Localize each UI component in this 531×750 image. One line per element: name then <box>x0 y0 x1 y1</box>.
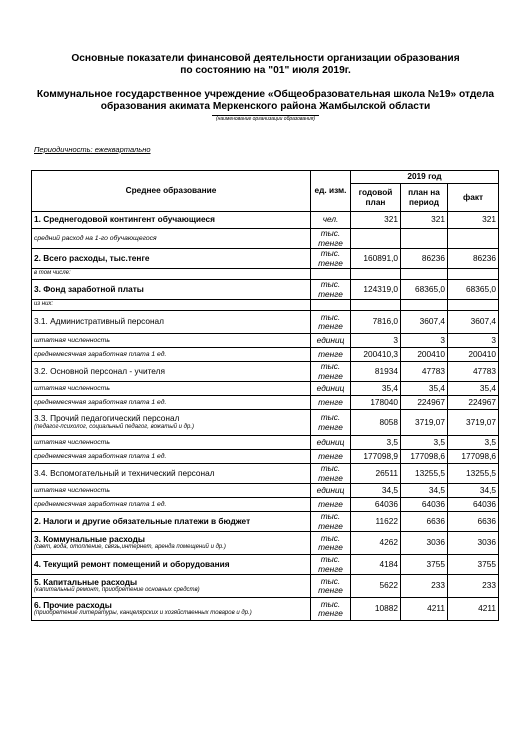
row-label: 3.4. Вспомогательный и технический персонал <box>32 464 311 484</box>
row-period-plan: 177098,6 <box>401 450 448 464</box>
table-row <box>32 436 499 450</box>
row-unit: тыс. тенге <box>311 280 351 300</box>
row-label: 4. Текущий ремонт помещений и оборудования <box>32 555 311 575</box>
row-fact: 35,4 <box>448 382 499 396</box>
row-annual-plan: 81934 <box>351 362 401 382</box>
row-annual-plan <box>351 229 401 249</box>
row-label: штатная численность <box>32 382 311 396</box>
table-row <box>32 512 499 532</box>
row-detail: (свет, вода, отопление, связь,интернет, аренда помещений и др.) <box>34 544 226 551</box>
row-annual-plan: 8058 <box>351 410 401 436</box>
row-label: среднемесячная заработная плата 1 ед. <box>32 498 311 512</box>
report-title-line-1: Основные показатели финансовой деятельности организации образования <box>71 53 460 64</box>
row-unit: тыс. тенге <box>311 362 351 382</box>
row-period-plan: 68365,0 <box>401 280 448 300</box>
row-fact: 3755 <box>448 555 499 575</box>
row-label: штатная численность <box>32 484 311 498</box>
table-row <box>32 532 499 555</box>
row-label <box>32 575 311 598</box>
header-unit: ед. изм. <box>311 171 351 212</box>
row-annual-plan: 4184 <box>351 555 401 575</box>
row-unit: чел. <box>311 212 351 229</box>
row-unit: тыс. тенге <box>311 532 351 555</box>
row-unit: тыс. тенге <box>311 410 351 436</box>
row-label: 3.1. Административный персонал <box>32 311 311 334</box>
row-unit <box>311 269 351 280</box>
row-fact: 47783 <box>448 362 499 382</box>
row-label <box>32 598 311 621</box>
row-annual-plan: 177098,9 <box>351 450 401 464</box>
row-label: среднемесячная заработная плата 1 ед. <box>32 348 311 362</box>
row-fact: 6636 <box>448 512 499 532</box>
table-row <box>32 464 499 484</box>
row-annual-plan: 3,5 <box>351 436 401 450</box>
row-label: 2. Всего расходы, тыс.тенге <box>32 249 311 269</box>
row-fact: 233 <box>448 575 499 598</box>
row-annual-plan: 35,4 <box>351 382 401 396</box>
row-label: штатная численность <box>32 436 311 450</box>
row-fact: 86236 <box>448 249 499 269</box>
row-annual-plan: 7816,0 <box>351 311 401 334</box>
header-education: Среднее образование <box>32 171 311 212</box>
row-label <box>32 410 311 436</box>
row-annual-plan: 160891,0 <box>351 249 401 269</box>
row-unit: тенге <box>311 450 351 464</box>
row-detail: (педагог-психолог, социальный педагог, вожатый и др.) <box>34 423 194 430</box>
report-title-line-2: по состоянию на "01" июля 2019г. <box>180 65 351 76</box>
row-annual-plan: 64036 <box>351 498 401 512</box>
table-row <box>32 334 499 348</box>
row-fact: 3036 <box>448 532 499 555</box>
row-annual-plan: 124319,0 <box>351 280 401 300</box>
financial-indicators-table <box>31 170 499 621</box>
row-annual-plan: 321 <box>351 212 401 229</box>
row-period-plan: 35,4 <box>401 382 448 396</box>
row-label: штатная численность <box>32 334 311 348</box>
table-row <box>32 300 499 311</box>
header-annual-plan: годовой план <box>351 184 401 212</box>
row-unit: единиц <box>311 382 351 396</box>
row-period-plan: 3607,4 <box>401 311 448 334</box>
row-fact: 177098,6 <box>448 450 499 464</box>
row-period-plan: 4211 <box>401 598 448 621</box>
row-period-plan: 47783 <box>401 362 448 382</box>
row-title: 6. Прочие расходы <box>34 599 112 610</box>
row-title: 3.3. Прочий педагогический персонал <box>34 413 180 424</box>
table-row <box>32 498 499 512</box>
row-period-plan: 3719,07 <box>401 410 448 436</box>
row-fact: 3,5 <box>448 436 499 450</box>
row-unit: тыс. тенге <box>311 555 351 575</box>
row-label: 2. Налоги и другие обязательные платежи в бюджет <box>32 512 311 532</box>
table-row <box>32 229 499 249</box>
row-unit: тыс. тенге <box>311 575 351 598</box>
row-period-plan: 200410 <box>401 348 448 362</box>
table-row <box>32 410 499 436</box>
row-period-plan: 3 <box>401 334 448 348</box>
table-row <box>32 575 499 598</box>
row-label: 3. Фонд заработной платы <box>32 280 311 300</box>
table-row <box>32 348 499 362</box>
row-fact: 34,5 <box>448 484 499 498</box>
row-annual-plan: 3 <box>351 334 401 348</box>
row-annual-plan: 178040 <box>351 396 401 410</box>
row-label: среднемесячная заработная плата 1 ед. <box>32 450 311 464</box>
row-annual-plan: 34,5 <box>351 484 401 498</box>
row-period-plan: 64036 <box>401 498 448 512</box>
row-period-plan <box>401 229 448 249</box>
row-fact: 3607,4 <box>448 311 499 334</box>
table-row <box>32 280 499 300</box>
table-row <box>32 598 499 621</box>
row-label: средний расход на 1-го обучающегося <box>32 229 311 249</box>
row-unit: тыс. тенге <box>311 598 351 621</box>
row-label: 3.2. Основной персонал - учителя <box>32 362 311 382</box>
row-unit: тенге <box>311 396 351 410</box>
row-fact: 13255,5 <box>448 464 499 484</box>
row-label: среднемесячная заработная плата 1 ед. <box>32 396 311 410</box>
row-label: 1. Среднегодовой контингент обучающиеся <box>32 212 311 229</box>
periodicity-label: Периодичность: ежеквартально <box>34 145 151 154</box>
table-row <box>32 269 499 280</box>
header-year: 2019 год <box>351 171 499 184</box>
row-annual-plan: 26511 <box>351 464 401 484</box>
row-fact <box>448 229 499 249</box>
row-unit: тыс. тенге <box>311 249 351 269</box>
row-fact: 321 <box>448 212 499 229</box>
row-unit: тенге <box>311 348 351 362</box>
row-unit: тыс. тенге <box>311 464 351 484</box>
row-unit: тыс. тенге <box>311 229 351 249</box>
row-unit: единиц <box>311 334 351 348</box>
row-fact <box>448 300 499 311</box>
row-unit <box>311 300 351 311</box>
header-fact: факт <box>448 184 499 212</box>
organization-name-line-1: Коммунальное государственное учреждение «Общеобразовательная школа №19» отдела <box>36 89 495 100</box>
row-period-plan: 233 <box>401 575 448 598</box>
row-annual-plan <box>351 269 401 280</box>
table-row <box>32 396 499 410</box>
row-period-plan <box>401 269 448 280</box>
row-fact: 4211 <box>448 598 499 621</box>
table-row <box>32 311 499 334</box>
table-row <box>32 362 499 382</box>
table-row <box>32 382 499 396</box>
table-row <box>32 249 499 269</box>
row-period-plan: 3,5 <box>401 436 448 450</box>
row-annual-plan: 10882 <box>351 598 401 621</box>
row-annual-plan: 4262 <box>351 532 401 555</box>
row-period-plan: 3036 <box>401 532 448 555</box>
row-title: 5. Капитальные расходы <box>34 576 138 587</box>
row-fact: 3719,07 <box>448 410 499 436</box>
table-row <box>32 450 499 464</box>
row-period-plan: 34,5 <box>401 484 448 498</box>
row-period-plan: 321 <box>401 212 448 229</box>
row-detail: (приобретение литературы, канцелярских и хозяйственных товаров и др.) <box>34 610 252 617</box>
row-fact: 68365,0 <box>448 280 499 300</box>
row-label: в том числе: <box>32 269 311 280</box>
row-annual-plan: 5622 <box>351 575 401 598</box>
header-period-plan: план на период <box>401 184 448 212</box>
row-period-plan <box>401 300 448 311</box>
row-annual-plan <box>351 300 401 311</box>
row-period-plan: 224967 <box>401 396 448 410</box>
row-period-plan: 13255,5 <box>401 464 448 484</box>
row-detail: (капитальный ремонт, приобретение основных средств) <box>34 587 200 594</box>
table-row <box>32 555 499 575</box>
row-unit: тыс. тенге <box>311 512 351 532</box>
row-period-plan: 86236 <box>401 249 448 269</box>
row-title: 3. Коммунальные расходы <box>34 533 145 544</box>
row-unit: единиц <box>311 484 351 498</box>
row-annual-plan: 11622 <box>351 512 401 532</box>
row-period-plan: 3755 <box>401 555 448 575</box>
table-row <box>32 212 499 229</box>
organization-name-line-2: образования акимата Меркенского района Жамбылской области <box>100 101 431 112</box>
table-row <box>32 484 499 498</box>
row-label: из них: <box>32 300 311 311</box>
row-fact: 200410 <box>448 348 499 362</box>
row-unit: тыс. тенге <box>311 311 351 334</box>
row-fact <box>448 269 499 280</box>
row-fact: 64036 <box>448 498 499 512</box>
row-annual-plan: 200410,3 <box>351 348 401 362</box>
row-unit: тенге <box>311 498 351 512</box>
row-period-plan: 6636 <box>401 512 448 532</box>
row-label <box>32 532 311 555</box>
row-fact: 224967 <box>448 396 499 410</box>
organization-name-caption: (наименование организации образования) <box>0 116 531 122</box>
row-unit: единиц <box>311 436 351 450</box>
table-header-row <box>32 171 499 184</box>
row-fact: 3 <box>448 334 499 348</box>
